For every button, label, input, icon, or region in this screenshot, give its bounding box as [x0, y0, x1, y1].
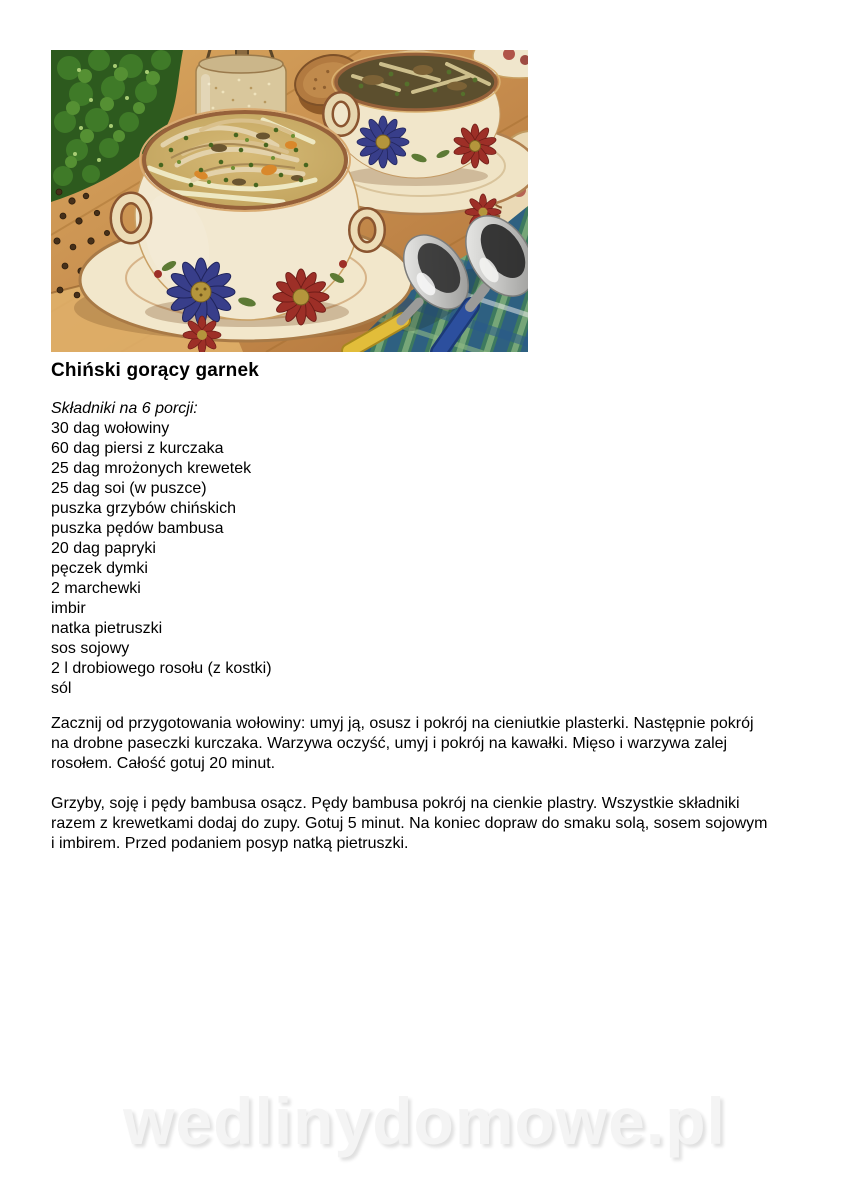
front-saucer-red-flower: [183, 316, 221, 352]
ingredient-line: 20 dag papryki: [51, 540, 156, 557]
ingredient-line: 25 dag soi (w puszce): [51, 480, 207, 497]
recipe-photo: [51, 50, 528, 352]
ingredient-line: puszka grzybów chińskich: [51, 500, 236, 517]
ingredient-line: 2 marchewki: [51, 580, 141, 597]
ingredient-line: sól: [51, 680, 72, 697]
ingredient-line: 60 dag piersi z kurczaka: [51, 440, 224, 457]
recipe-title: Chiński gorący garnek: [51, 360, 259, 381]
preparation-paragraph: Zacznij od przygotowania wołowiny: umyj ją, osusz i pokrój na cieniutkie plasterki. Następnie pokrój na drobne paseczki kurczaka. Warzywa oczyść, umyj i pokrój na kawałki. Mięso i warzywa zalej rosołem. Całość gotuj 20 minut.: [51, 715, 754, 772]
ingredients-header: Składniki na 6 porcji:: [51, 400, 198, 417]
ingredient-line: 2 l drobiowego rosołu (z kostki): [51, 660, 272, 677]
ingredient-line: 30 dag wołowiny: [51, 420, 170, 437]
preparation-paragraph: Grzyby, soję i pędy bambusa osącz. Pędy bambusa pokrój na cienkie plastry. Wszystkie składniki razem z krewetkami dodaj do zupy. Gotuj 5 minut. Na koniec dopraw do smaku solą, sosem sojowym i imbirem. Przed podaniem posyp natką pietruszki.: [51, 795, 768, 852]
watermark-text: wedlinydomowe.pl: [123, 1084, 726, 1158]
ingredient-line: natka pietruszki: [51, 620, 163, 637]
hot-pot-photo-illustration: [51, 50, 528, 352]
ingredient-line: pęczek dymki: [51, 560, 148, 577]
ingredient-line: puszka pędów bambusa: [51, 520, 224, 537]
ingredients-list: [51, 399, 773, 699]
recipe-page: [51, 50, 773, 854]
ingredient-line: imbir: [51, 600, 86, 617]
ingredient-line: sos sojowy: [51, 640, 130, 657]
ingredient-line: 25 dag mrożonych krewetek: [51, 460, 252, 477]
